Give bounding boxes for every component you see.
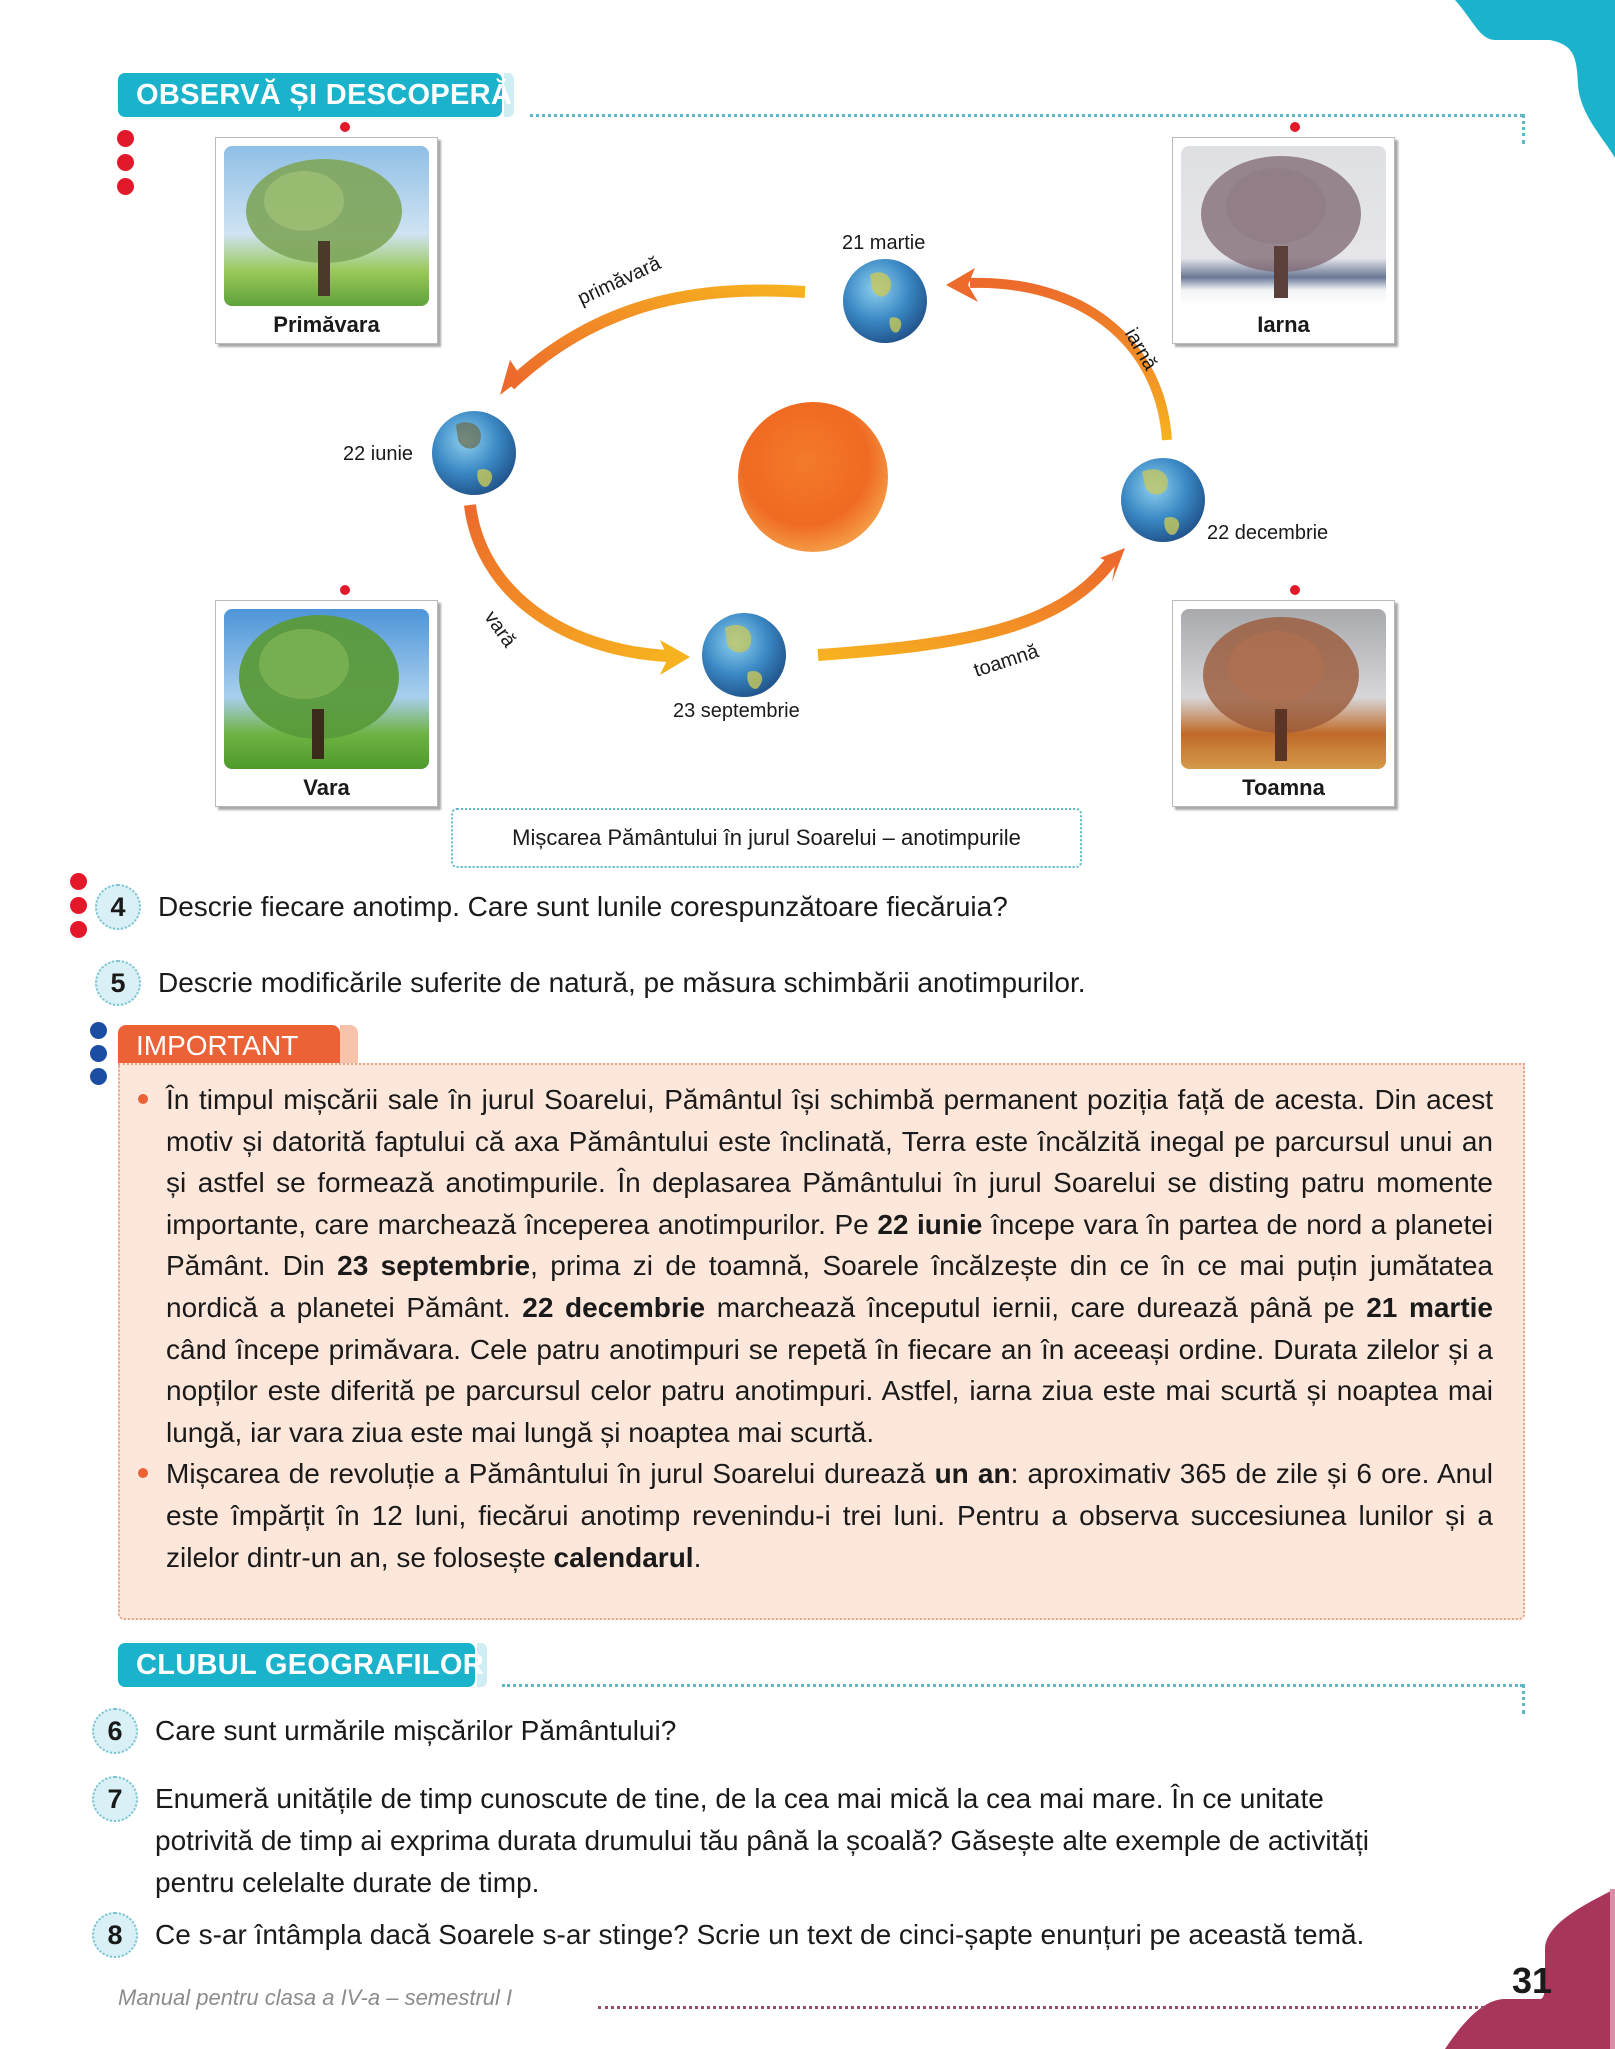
question-number: 6 xyxy=(92,1708,138,1754)
season-card-label: Primăvara xyxy=(273,312,380,337)
question-text-line: Enumeră unitățile de timp cunoscute de tine, de la cea mai mică la cea mai mare. În ce unitate xyxy=(155,1783,1324,1814)
text-run: În timpul mișcării sale în jurul Soarelui, Pământul își schimbă permanent poziția față de acesta. Din acest motiv și datorită faptului că axa Pământului este înclinată, Terra este încălzită inegal pe parcursul unui an și astfel se formează anotimpurile. În deplasarea Pământului în jurul Soarelui se disting patru momente importante, care marchează începerea anotimpurilor. Pe xyxy=(166,1084,1493,1240)
blue-dot-marker xyxy=(90,1045,107,1062)
earth-september xyxy=(702,613,786,697)
dotted-rule-end xyxy=(1522,1684,1525,1714)
text-run: : aproximativ 365 de zile și 6 ore. Anul este împărțit în 12 luni, fiecărui anotimp revenindu-i trei luni. Pentru a observa succesiunea lunilor și a zilelor dintr-un an, se folosește xyxy=(166,1458,1493,1573)
question-number: 7 xyxy=(92,1776,138,1822)
footer-book-title: Manual pentru clasa a IV-a – semestrul I xyxy=(118,1985,513,2010)
season-card-toamna xyxy=(1172,600,1395,807)
pin-icon xyxy=(1290,122,1300,132)
footer-dotted-rule xyxy=(598,2006,1484,2009)
season-card-label: Toamna xyxy=(1242,775,1325,800)
earth-december xyxy=(1121,458,1205,542)
winter-tree-photo xyxy=(1181,146,1386,306)
important-box xyxy=(118,1063,1525,1620)
red-dot-marker xyxy=(70,921,87,938)
dotted-rule xyxy=(530,114,1523,117)
question-text-line: pentru celelalte durate de timp. xyxy=(155,1867,540,1898)
emphasis: 21 martie xyxy=(1366,1291,1494,1323)
red-dot-marker xyxy=(70,897,87,914)
question-text: Descrie fiecare anotimp. Care sunt lunile corespunzătoare fiecăruia? xyxy=(158,891,1008,922)
question-text: Care sunt urmările mișcărilor Pământului? xyxy=(155,1715,677,1746)
arrow-spring xyxy=(510,290,805,385)
text-run: . xyxy=(693,1541,702,1573)
arrow-label-winter: iarnă xyxy=(1120,324,1162,375)
season-card-vara xyxy=(215,600,438,807)
pin-icon xyxy=(340,122,350,132)
tree-icon xyxy=(1181,609,1386,769)
diagram-caption: Mișcarea Pământului în jurul Soarelui – anotimpurile xyxy=(451,808,1082,868)
date-label-september: 23 septembrie xyxy=(673,700,800,722)
pin-icon xyxy=(1290,585,1300,595)
arrow-autumn xyxy=(818,560,1112,655)
date-label-march: 21 martie xyxy=(842,232,926,254)
earth-march xyxy=(843,259,927,343)
blue-dot-marker xyxy=(90,1068,107,1085)
arrow-label-spring: primăvară xyxy=(574,252,665,310)
season-card-iarna xyxy=(1172,137,1395,344)
emphasis: 22 iunie xyxy=(877,1208,983,1240)
question-number: 8 xyxy=(92,1912,138,1958)
text-run: începe vara în partea de nord a planetei Pământ. Din xyxy=(166,1208,1494,1282)
question-text: Descrie modificările suferite de natură, pe măsura schimbării anotimpurilor. xyxy=(158,967,1086,998)
arrow-label-summer: vară xyxy=(479,606,521,652)
earth-june xyxy=(432,411,516,495)
emphasis: un an xyxy=(934,1458,1011,1490)
text-run: , prima zi de toamnă, Soarele încălzește din ce în ce mai puțin jumătatea nordică a planetei Pământ. xyxy=(166,1250,1493,1323)
question-text-line: potrivită de timp ai exprima durata drumului tău până la școală? Găsește alte exemple de activități xyxy=(155,1825,1369,1856)
autumn-tree-photo xyxy=(1181,609,1386,769)
question-number: 4 xyxy=(95,884,141,930)
section-header-observa: OBSERVĂ ȘI DESCOPERĂ! xyxy=(118,73,502,117)
section-header-club: CLUBUL GEOGRAFILOR xyxy=(118,1643,475,1687)
arrow-spring-head xyxy=(500,360,522,395)
blue-dot-marker xyxy=(90,1022,107,1039)
question-text: Ce s-ar întâmpla dacă Soarele s-ar stinge? Scrie un text de cinci-șapte enunțuri pe această temă. xyxy=(155,1919,1365,1950)
tree-icon xyxy=(224,146,429,306)
emphasis: 22 decembrie xyxy=(522,1291,706,1323)
tree-icon xyxy=(1181,146,1386,306)
text-run: Mișcarea de revoluție a Pământului în jurul Soarelui durează xyxy=(166,1458,935,1490)
bullet-icon xyxy=(138,1094,148,1104)
tree-icon xyxy=(224,609,429,769)
pin-icon xyxy=(340,585,350,595)
important-paragraph-1 xyxy=(166,1079,1493,1453)
date-label-december: 22 decembrie xyxy=(1207,522,1329,544)
text-run: când începe primăvara. Cele patru anotimpuri se repetă în fiecare an în aceeași ordine. Durata zilelor și a nopților este diferită pe parcursul celor patru anotimpuri. Astfel, iarna ziua este mai scurtă și noaptea mai lungă, iar vara ziua este mai lungă și noaptea mai scurtă. xyxy=(166,1333,1493,1448)
page-number: 31 xyxy=(1512,1960,1553,2001)
text-run: marchează începutul iernii, care durează până pe xyxy=(705,1291,1367,1323)
spring-tree-photo xyxy=(224,146,429,306)
summer-tree-photo xyxy=(224,609,429,769)
season-card-label: Iarna xyxy=(1257,312,1310,337)
question-number: 5 xyxy=(95,960,141,1006)
season-card-primavara xyxy=(215,137,438,344)
arrow-label-autumn: toamnă xyxy=(971,640,1042,682)
important-paragraph-2 xyxy=(166,1453,1493,1578)
sun xyxy=(738,402,888,552)
important-label: IMPORTANT xyxy=(118,1025,340,1065)
important-tab-accent xyxy=(340,1025,358,1065)
bullet-icon xyxy=(138,1468,148,1478)
season-card-label: Vara xyxy=(303,775,350,800)
emphasis: 23 septembrie xyxy=(337,1250,531,1282)
date-label-june: 22 iunie xyxy=(343,443,414,465)
emphasis: calendarul xyxy=(553,1541,694,1573)
dotted-rule xyxy=(502,1684,1523,1687)
